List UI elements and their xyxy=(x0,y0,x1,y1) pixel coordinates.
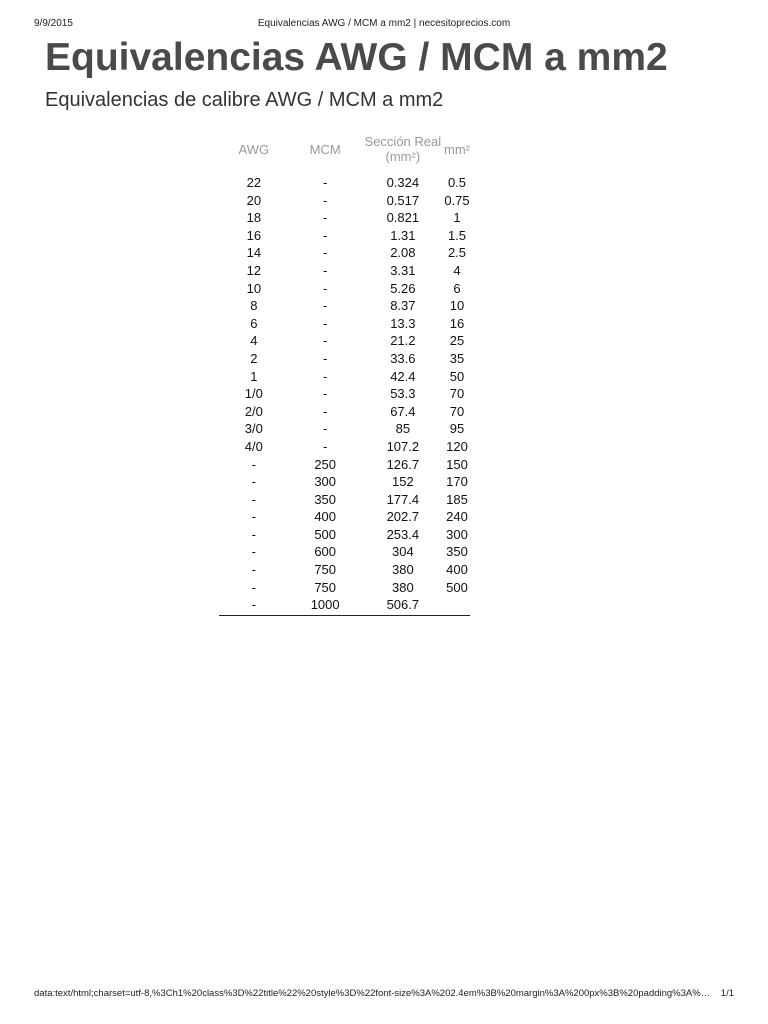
cell-awg: - xyxy=(251,562,256,578)
cell-seccion-real: 506.7 xyxy=(386,597,420,613)
cell-seccion-real: 53.3 xyxy=(390,386,416,402)
cell-mcm: - xyxy=(323,403,328,419)
table-row xyxy=(219,192,470,210)
page-subtitle: Equivalencias de calibre AWG / MCM a mm2 xyxy=(45,89,444,111)
table-row xyxy=(219,368,470,386)
cell-awg: - xyxy=(251,474,256,490)
cell-awg: 3/0 xyxy=(244,421,263,437)
cell-mm2: 170 xyxy=(446,474,468,490)
cell-mm2: 350 xyxy=(446,544,468,560)
cell-mcm: 300 xyxy=(314,474,337,490)
cell-mm2: 400 xyxy=(446,562,468,578)
header-awg: AWG xyxy=(238,141,270,157)
table-row xyxy=(219,579,470,597)
cell-mm2: 4 xyxy=(453,262,461,278)
cell-awg: 6 xyxy=(250,315,258,331)
table-bottom-rule xyxy=(219,615,470,616)
cell-seccion-real: 42.4 xyxy=(390,368,416,384)
cell-mm2: 240 xyxy=(446,509,468,525)
print-page-title: Equivalencias AWG / MCM a mm2 | necesitoprecios.com xyxy=(257,18,511,29)
cell-mcm: - xyxy=(323,368,328,384)
cell-seccion-real: 202.7 xyxy=(386,509,420,525)
cell-mm2: 1 xyxy=(453,210,461,226)
cell-mm2: 95 xyxy=(449,421,465,437)
cell-awg: - xyxy=(251,526,256,542)
cell-seccion-real: 8.37 xyxy=(390,298,416,314)
table-row xyxy=(219,561,470,579)
cell-mcm: 250 xyxy=(314,456,337,472)
cell-seccion-real: 304 xyxy=(391,544,414,560)
cell-mcm: - xyxy=(323,245,328,261)
cell-mcm: - xyxy=(323,280,328,296)
cell-mm2: 16 xyxy=(449,315,465,331)
cell-mm2: 150 xyxy=(446,456,468,472)
cell-awg: 16 xyxy=(246,227,262,243)
cell-awg: - xyxy=(251,491,256,507)
cell-awg: 4 xyxy=(250,333,258,349)
cell-seccion-real: 0.821 xyxy=(386,210,420,226)
cell-seccion-real: 126.7 xyxy=(386,456,420,472)
cell-mcm: - xyxy=(323,315,328,331)
cell-awg: 4/0 xyxy=(244,438,263,454)
cell-mcm: - xyxy=(323,210,328,226)
table-row xyxy=(219,420,470,438)
cell-mm2: 70 xyxy=(449,403,465,419)
cell-seccion-real: 0.517 xyxy=(386,192,420,208)
cell-awg: 20 xyxy=(246,192,262,208)
cell-mm2: 70 xyxy=(449,386,465,402)
table-row xyxy=(219,403,470,421)
cell-awg: 12 xyxy=(246,262,262,278)
print-header xyxy=(34,18,734,32)
cell-mm2: 120 xyxy=(446,438,468,454)
cell-mm2: 1.5 xyxy=(447,227,467,243)
cell-awg: 22 xyxy=(246,175,262,190)
cell-seccion-real: 1.31 xyxy=(390,227,416,243)
cell-mcm: 500 xyxy=(314,526,337,542)
cell-mm2: 185 xyxy=(446,491,468,507)
cell-mcm: - xyxy=(323,438,328,454)
cell-mm2: 0.75 xyxy=(444,192,470,208)
cell-mcm: - xyxy=(323,350,328,366)
cell-mm2: 0.5 xyxy=(447,175,467,190)
cell-mcm: - xyxy=(323,298,328,314)
cell-mm2: 300 xyxy=(446,526,468,542)
cell-mm2 xyxy=(444,596,470,614)
cell-awg: 2/0 xyxy=(244,403,263,419)
cell-mm2: 10 xyxy=(449,298,465,314)
cell-awg: - xyxy=(251,509,256,525)
page-title: Equivalencias AWG / MCM a mm2 xyxy=(45,36,668,79)
cell-mm2: 500 xyxy=(446,579,468,595)
equivalence-table xyxy=(219,130,470,614)
cell-mcm: - xyxy=(323,386,328,402)
print-date: 9/9/2015 xyxy=(34,18,73,29)
cell-mcm: - xyxy=(323,421,328,437)
cell-seccion-real: 380 xyxy=(391,562,414,578)
cell-mcm: 750 xyxy=(314,579,337,595)
cell-mcm: 350 xyxy=(314,491,337,507)
cell-mm2: 2.5 xyxy=(447,245,467,261)
cell-seccion-real: 67.4 xyxy=(390,403,416,419)
table-row xyxy=(219,262,470,280)
cell-seccion-real: 152 xyxy=(391,474,414,490)
cell-mm2: 35 xyxy=(449,350,465,366)
cell-awg: 10 xyxy=(246,280,262,296)
cell-awg: 1 xyxy=(250,368,258,384)
cell-awg: - xyxy=(251,579,256,595)
header-seccion-real xyxy=(362,130,444,174)
table-row xyxy=(219,244,470,262)
cell-awg: 1/0 xyxy=(244,386,263,402)
table-row xyxy=(219,297,470,315)
header-mcm: MCM xyxy=(309,141,341,157)
cell-seccion-real: 85 xyxy=(395,421,411,437)
cell-awg: 2 xyxy=(250,350,258,366)
cell-mm2: 50 xyxy=(449,368,465,384)
table-row xyxy=(219,456,470,474)
cell-mcm: 400 xyxy=(314,509,337,525)
table-row xyxy=(219,315,470,333)
cell-mcm: 600 xyxy=(314,544,337,560)
print-footer xyxy=(34,988,734,1002)
table-row xyxy=(219,491,470,509)
table-row xyxy=(219,438,470,456)
cell-seccion-real: 380 xyxy=(391,579,414,595)
table-row xyxy=(219,508,470,526)
cell-mcm: - xyxy=(323,262,328,278)
cell-mcm: - xyxy=(323,333,328,349)
cell-awg: 14 xyxy=(246,245,262,261)
table-row xyxy=(219,350,470,368)
cell-seccion-real: 33.6 xyxy=(390,350,416,366)
cell-mcm: - xyxy=(323,175,328,190)
table-row xyxy=(219,543,470,561)
table-header-row xyxy=(219,130,470,174)
table-row xyxy=(219,332,470,350)
cell-mm2: 25 xyxy=(449,333,465,349)
table-row xyxy=(219,473,470,491)
cell-awg: - xyxy=(251,544,256,560)
cell-awg: 8 xyxy=(250,298,258,314)
cell-mcm: 750 xyxy=(314,562,337,578)
cell-seccion-real: 21.2 xyxy=(390,333,416,349)
cell-seccion-real: 177.4 xyxy=(386,491,420,507)
equivalence-table-container xyxy=(219,130,470,614)
table-body xyxy=(219,174,470,614)
table-row xyxy=(219,596,470,614)
header-seccion-real-line2: (mm²) xyxy=(385,149,421,164)
print-url: data:text/html;charset=utf-8,%3Ch1%20class%3D%22title%22%20style%3D%22font-size%3A%202.4em%3B%20margin%3A%200px%3B%20padding%3A%… xyxy=(34,988,711,999)
cell-awg: - xyxy=(251,456,256,472)
header-mm2: mm² xyxy=(444,141,470,157)
cell-mcm: - xyxy=(323,192,328,208)
table-row xyxy=(219,209,470,227)
print-page-number: 1/1 xyxy=(720,988,734,999)
cell-seccion-real: 5.26 xyxy=(390,280,416,296)
cell-seccion-real: 2.08 xyxy=(390,245,416,261)
table-row xyxy=(219,385,470,403)
cell-seccion-real: 13.3 xyxy=(390,315,416,331)
cell-seccion-real: 3.31 xyxy=(390,262,416,278)
table-row xyxy=(219,526,470,544)
cell-mm2: 6 xyxy=(453,280,461,296)
cell-seccion-real: 107.2 xyxy=(386,438,420,454)
cell-seccion-real: 0.324 xyxy=(386,175,420,190)
cell-seccion-real: 253.4 xyxy=(386,526,420,542)
cell-mcm: 1000 xyxy=(310,597,340,613)
cell-awg: 18 xyxy=(246,210,262,226)
cell-mcm: - xyxy=(323,227,328,243)
table-row xyxy=(219,174,470,192)
cell-awg: - xyxy=(251,597,256,613)
table-row xyxy=(219,280,470,298)
table-row xyxy=(219,227,470,245)
header-seccion-real-line1: Sección Real xyxy=(364,134,442,149)
